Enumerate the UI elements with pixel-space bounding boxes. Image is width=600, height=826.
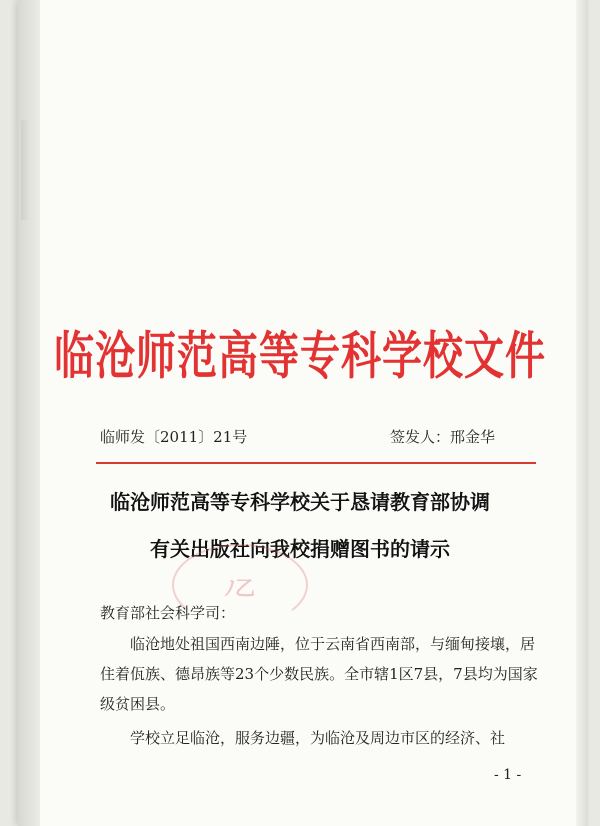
seal-stamp-text: ﾉ乙 [225,576,255,600]
red-separator-line [96,462,536,464]
page-number: - 1 - [494,767,522,783]
body-paragraph-1: 临沧地处祖国西南边陲，位于云南省西南部，与缅甸接壤，居住着佤族、德昂族等23个少数民族。全市辖1区7县，7县均为国家级贫困县。 [100,635,538,713]
staple-mark [21,120,29,220]
subject-title-line-2: 有关出版社向我校捐赠图书的请示 [150,537,450,561]
signer-name: 邢金华 [450,428,496,446]
signer [390,426,495,447]
page-edge-shadow [576,0,588,826]
letterhead-title: 临沧师范高等专科学校文件 [54,326,546,387]
body-paragraph-2: 学校立足临沧，服务边疆，为临沧及周边市区的经济、社 [130,729,506,747]
subject-title-line-1: 临沧师范高等专科学校关于恳请教育部协调 [110,490,490,514]
signer-label: 签发人： [390,428,451,446]
salutation: 教育部社会科学司： [100,604,236,622]
document-number: 临师发〔2011〕21号 [100,428,248,446]
